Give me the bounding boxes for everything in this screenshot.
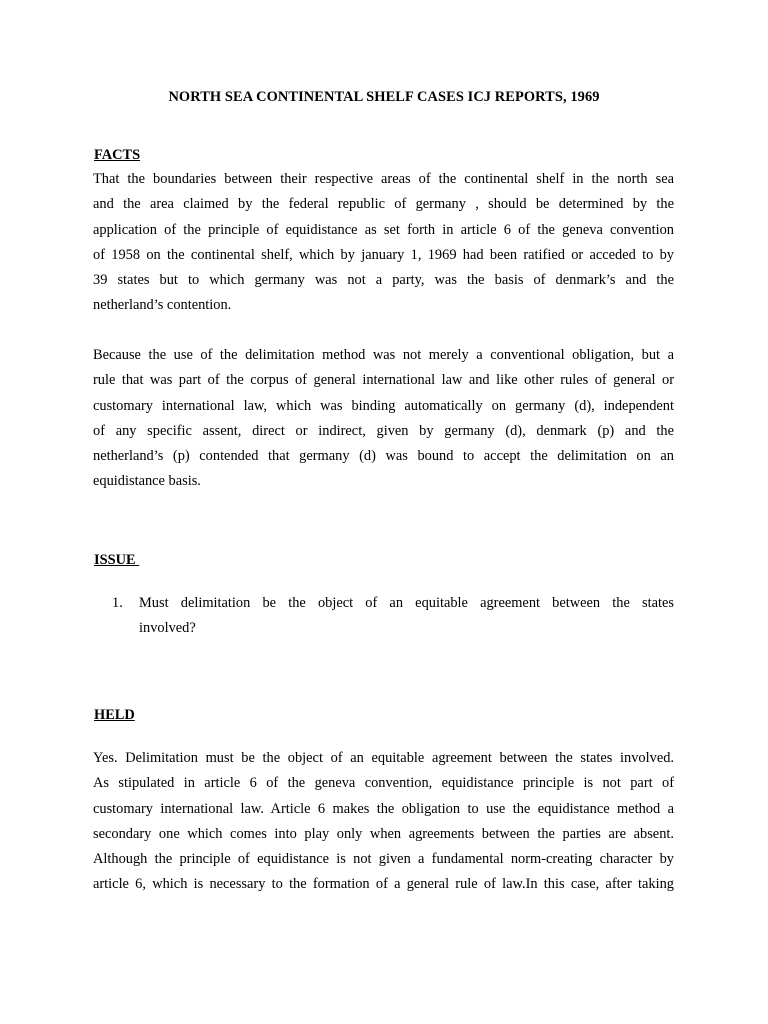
issue-heading: ISSUE — [94, 552, 140, 568]
text-line: customary international law, which was binding automatically on germany (d), independent — [93, 397, 674, 414]
text-line: Must delimitation be the object of an equitable agreement between the states — [139, 595, 674, 611]
text-line: netherland’s (p) contended that germany (d) was bound to accept the delimitation on an — [93, 448, 674, 465]
text-line: application of the principle of equidistance as set forth in article 6 of the geneva convention — [93, 221, 674, 238]
text-line: rule that was part of the corpus of general international law and like other rules of general or — [93, 372, 674, 389]
facts-paragraph-2 — [93, 343, 674, 495]
list-item — [139, 591, 674, 642]
text-line: secondary one which comes into play only when agreements between the parties are absent. — [93, 825, 674, 842]
text-line: of any specific assent, direct or indirect, given by germany (d), denmark (p) and the — [93, 422, 674, 439]
text-line: involved? — [139, 620, 196, 637]
text-line: That the boundaries between their respective areas of the continental shelf in the north sea — [93, 171, 674, 187]
text-line: customary international law. Article 6 makes the obligation to use the equidistance method a — [93, 800, 674, 817]
text-line: 39 states but to which germany was not a party, was the basis of denmark’s and the — [93, 272, 674, 289]
facts-heading: FACTS — [94, 147, 141, 163]
text-line: equidistance basis. — [93, 473, 201, 490]
text-line: of 1958 on the continental shelf, which by january 1, 1969 had been ratified or acceded to by — [93, 246, 674, 263]
text-line: and the area claimed by the federal republic of germany , should be determined by the — [93, 196, 674, 213]
text-line: As stipulated in article 6 of the geneva convention, equidistance principle is not part of — [93, 775, 674, 792]
text-line: netherland’s contention. — [93, 297, 232, 314]
text-line: Although the principle of equidistance is not given a fundamental norm-creating character by — [93, 851, 674, 868]
text-line: article 6, which is necessary to the formation of a general rule of law.In this case, after taking — [93, 876, 674, 893]
text-line: Because the use of the delimitation method was not merely a conventional obligation, but a — [93, 347, 674, 363]
held-paragraph — [93, 746, 674, 898]
held-heading: HELD — [94, 707, 135, 723]
document-title: NORTH SEA CONTINENTAL SHELF CASES ICJ REPORTS, 1969 — [168, 89, 600, 105]
text-line: Yes. Delimitation must be the object of an equitable agreement between the states involved. — [93, 750, 674, 766]
list-item-number: 1. — [112, 595, 123, 611]
facts-paragraph-1 — [93, 167, 674, 319]
